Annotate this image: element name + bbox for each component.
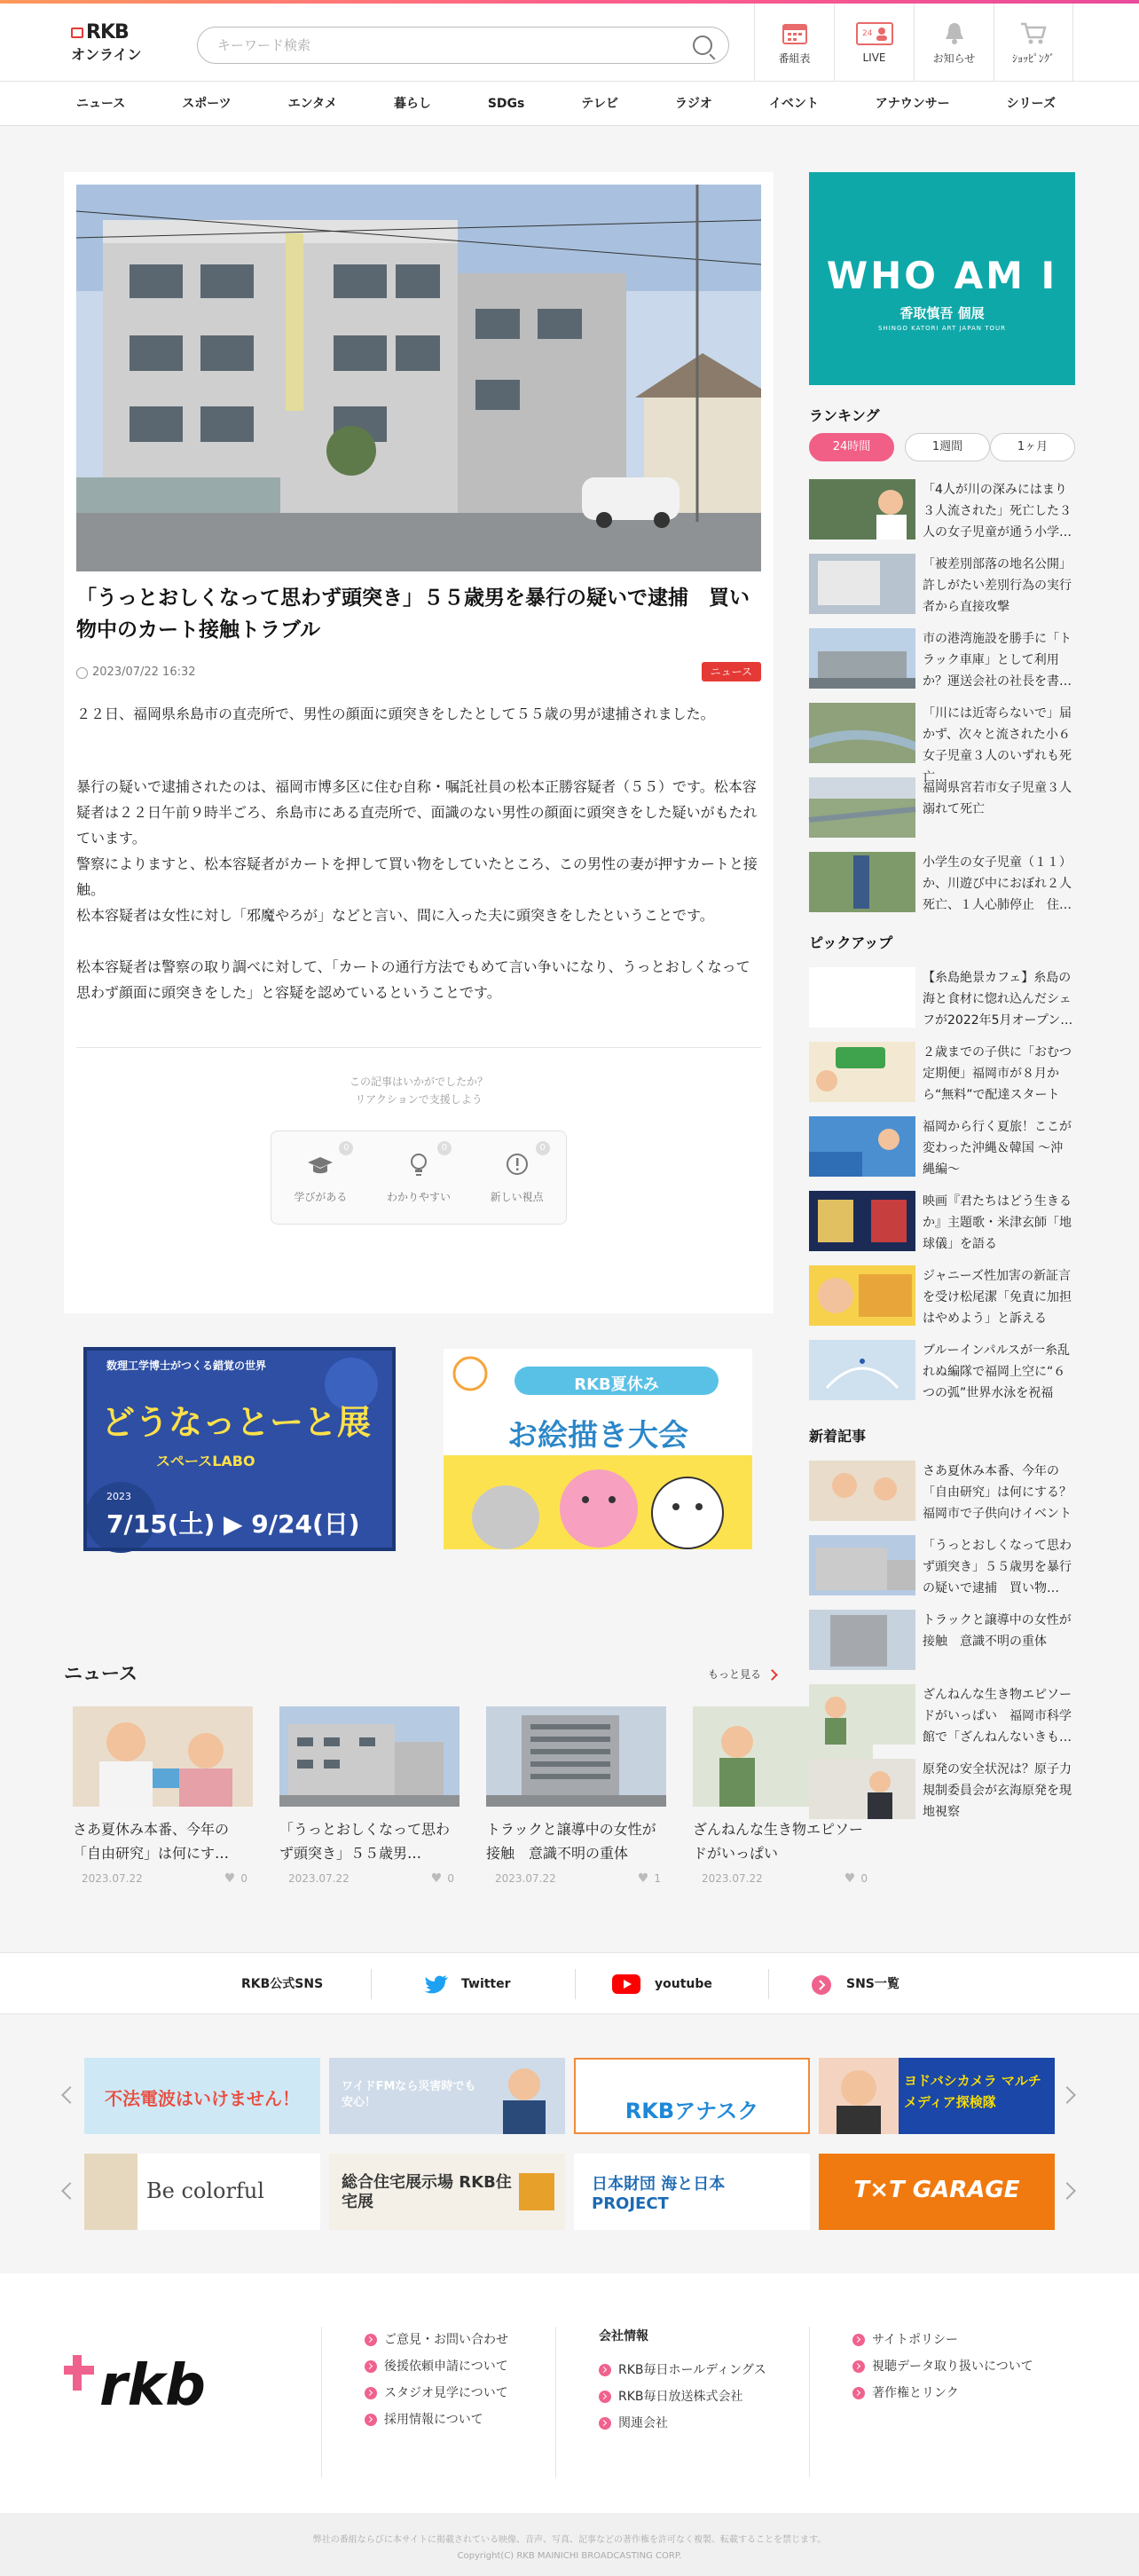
new-article-item[interactable] (809, 1684, 1075, 1752)
footer-col-company (555, 2327, 766, 2478)
youtube-label: youtube (655, 1977, 712, 1991)
ad-text: 日本財団 海と日本PROJECT (592, 2175, 726, 2213)
pickup-item-title: 映画『君たちはどう生きるか』主題歌・米津玄師「地球儀」を語る (923, 1194, 1072, 1251)
article-date: 2023/07/22 16:32 (76, 666, 196, 679)
new-article-item[interactable] (809, 1535, 1075, 1603)
new-article-title: トラックと譲導中の女性が接触 意識不明の重体 (923, 1613, 1072, 1649)
ranking-heading: ランキング (809, 407, 880, 424)
article-paragraph: ２２日、福岡県糸島市の直売所で、男性の顔面に頭突きをしたとして５５歳の男が逮捕されました。 (76, 705, 715, 722)
sns-separator (371, 1969, 372, 1999)
ranking-thumb (809, 703, 915, 763)
tv-icon (71, 28, 83, 38)
live-tv-icon (855, 21, 894, 46)
reaction-count: 0 (536, 1141, 550, 1155)
ranking-item[interactable] (809, 777, 1075, 845)
banner-title: WHO AM I (826, 254, 1058, 297)
live-label: LIVE (862, 51, 886, 64)
article-meta (76, 662, 761, 683)
reaction-question: この記事はいかがでしたか？ (349, 1075, 488, 1088)
ad-text: Be colorful (146, 2178, 264, 2203)
ad-text: 総合住宅展示場 RKB住宅展 (342, 2173, 512, 2211)
tab-24h[interactable]: 24時間 (809, 433, 894, 461)
site-header (0, 4, 1139, 82)
footer-col-support (321, 2327, 508, 2478)
copyright-notice: 弊社の番組ならびに本サイトに掲載されている映像、音声、写真、記事などの著作権を許可なく複製、転載することを禁じます。 (312, 2535, 827, 2545)
ranking-item-title: 小学生の女子児童（１１）か、川遊び中におぼれ２人死亡、１人心肺停止 住… (923, 855, 1072, 912)
nav-tv[interactable]: テレビ (581, 97, 619, 111)
twitter-link[interactable] (424, 1953, 511, 2015)
new-article-title: 原発の安全状況は？原子力規制委員会が玄海原発を現地視察 (923, 1762, 1072, 1819)
ranking-tabs (809, 433, 1075, 463)
footer-link[interactable]: 関連会社 (599, 2410, 766, 2437)
news-card-date: 2023.07.22 (702, 1872, 763, 1885)
article-paragraph: 松本容疑者は警察の取り調べに対して、「カートの通行方法でもめて言い争いになり、うっとおしくなって思わず顔面に頭突きをした」と容疑を認めているということです。 (76, 958, 750, 1001)
graduation-cap-icon (307, 1152, 334, 1178)
news-card-title: ざんねんな生き物エピソードがいっぱい (693, 1821, 864, 1862)
reaction-count: 0 (339, 1141, 353, 1155)
news-card-image (486, 1706, 666, 1807)
ad-text: RKBアナスク (624, 2099, 759, 2123)
ad-banner[interactable] (819, 2058, 1055, 2134)
copyright-text: Copyright(C) RKB MAINICHI BROADCASTING CORP. (457, 2551, 682, 2561)
footer-link[interactable]: ご意見・お問い合わせ (365, 2327, 508, 2353)
ranking-item[interactable] (809, 703, 1075, 784)
new-article-thumb (809, 1610, 915, 1670)
footer-link[interactable]: 採用情報について (365, 2407, 508, 2433)
ad-banner[interactable] (574, 2154, 810, 2230)
twitter-label: Twitter (461, 1977, 511, 1991)
article-paragraph: 松本容疑者は女性に対し「邪魔やろが」などと言い、間に入った夫に頭突きをしたということです。 (76, 907, 714, 924)
category-badge[interactable]: ニュース (702, 662, 761, 681)
rkb-online-logo[interactable] (71, 21, 151, 66)
footer-link[interactable]: スタジオ見学について (365, 2380, 508, 2407)
pickup-heading: ピックアップ (809, 934, 893, 951)
live-button[interactable] (834, 4, 914, 82)
news-card-carousel (73, 1706, 868, 1902)
news-card-date: 2023.07.22 (288, 1872, 350, 1885)
reaction-label: わかりやすい (386, 1190, 451, 1203)
new-article-title: さあ夏休み本番、今年の「自由研究」は何にする？福岡市で子供向けイベント (923, 1464, 1072, 1521)
new-article-title: 「うっとおしくなって思わず頭突き」５５歳男を暴行の疑いで逮捕 買い物… (923, 1539, 1072, 1595)
pickup-item[interactable] (809, 1265, 1075, 1333)
reaction-clear-button[interactable] (379, 1142, 459, 1204)
tab-1week[interactable]: 1週間 (905, 433, 990, 461)
news-card-image (279, 1706, 460, 1807)
sns-bar (0, 1952, 1139, 2014)
ranking-thumb (809, 777, 915, 838)
new-article-thumb (809, 1535, 915, 1595)
exhibition-tagline: 数理工学博士がつくる錯覚の世界 (106, 1359, 267, 1372)
copyright (0, 2513, 1139, 2576)
exhibition-title: どうなっとーと展 (101, 1403, 372, 1442)
reaction-label: 学びがある (294, 1190, 348, 1203)
reaction-new-view-button[interactable] (477, 1142, 557, 1204)
ad-banner[interactable] (329, 2058, 565, 2134)
reaction-count: 0 (437, 1141, 452, 1155)
pickup-thumb (809, 1042, 915, 1102)
svg-text:24: 24 (861, 29, 872, 38)
news-card-image (73, 1706, 253, 1807)
news-card-likes[interactable]: ♥ 0 (431, 1871, 454, 1886)
pickup-thumb (809, 1116, 915, 1177)
pickup-item[interactable] (809, 1042, 1075, 1109)
twitter-icon (424, 1974, 449, 1994)
footer-link[interactable]: RKB毎日放送株式会社 (599, 2383, 766, 2410)
reaction-box (271, 1130, 567, 1225)
pickup-item-title: 福岡から行く夏旅！ここが変わった沖縄＆韓国 〜沖縄編〜 (923, 1120, 1072, 1177)
ad-banner[interactable] (84, 2058, 320, 2134)
ranking-thumb (809, 479, 915, 540)
logo-subtext: オンライン (71, 46, 142, 63)
nav-sports[interactable]: スポーツ (182, 97, 232, 111)
ranking-item-title: 「4人が川の深みにはまり３人流された」死亡した３人の女子児童が通う小学… (923, 483, 1072, 540)
ads-next-arrow[interactable] (1058, 2086, 1076, 2104)
ad-row (84, 2154, 1055, 2230)
ranking-item-title: 市の港湾施設を勝手に「トラック車庫」として利用か？運送会社の社長を書… (923, 632, 1072, 689)
shopping-button[interactable] (994, 4, 1073, 82)
news-card[interactable] (73, 1706, 253, 1897)
article (64, 172, 774, 1313)
ranking-item[interactable] (809, 554, 1075, 621)
footer-heading: 会社情報 (599, 2329, 648, 2344)
ads-next-arrow[interactable] (1058, 2182, 1076, 2200)
ranking-item-title: 福岡県宮若市女子児童３人溺れて死亡 (923, 781, 1072, 816)
calendar-icon (782, 20, 808, 45)
article-title: 「うっとおしくなって思わず頭突き」５５歳男を暴行の疑いで逮捕 買い物中のカート接触トラブル (76, 587, 750, 642)
nav-event[interactable]: イベント (768, 97, 819, 111)
pickup-item[interactable] (809, 967, 1075, 1035)
news-more-link[interactable]: もっと見る (708, 1666, 776, 1682)
ad-banner[interactable] (574, 2058, 810, 2134)
exhibition-dates: 7/15(土) ▶ 9/24(日) (106, 1509, 360, 1539)
rkb-logo[interactable] (64, 2346, 224, 2426)
sns-label: RKB公式SNS (241, 1977, 324, 1991)
youtube-link[interactable] (612, 1953, 712, 2015)
pickup-thumb (809, 1265, 915, 1326)
footer-col-policy (809, 2327, 1033, 2478)
pickup-item-title: 【糸島絶景カフェ】糸島の海と食材に惚れ込んだシェフが2022年5月オープン… (923, 971, 1073, 1028)
new-article-thumb (809, 1684, 915, 1745)
youtube-icon (612, 1974, 640, 1994)
search-input[interactable] (217, 35, 679, 56)
nav-sdgs[interactable]: SDGs (487, 97, 525, 111)
pickup-thumb (809, 967, 915, 1028)
new-article-item[interactable] (809, 1759, 1075, 1826)
news-card-likes[interactable]: ♥ 1 (638, 1871, 661, 1886)
chevron-circle-icon (811, 1974, 832, 1996)
bell-icon (942, 20, 967, 45)
logo-text: RKB (86, 21, 129, 43)
article-photo (76, 185, 761, 571)
pickup-item[interactable] (809, 1116, 1075, 1184)
banner-caption: SHINGO KATORI ART JAPAN TOUR (878, 325, 1006, 332)
header-buttons (754, 4, 1073, 82)
news-card-likes[interactable]: ♥ 0 (844, 1871, 868, 1886)
ranking-item[interactable] (809, 852, 1075, 919)
news-card[interactable] (279, 1706, 460, 1897)
ads-prev-arrow[interactable] (61, 2182, 79, 2200)
speech-exclaim-icon (504, 1152, 530, 1178)
ranking-item[interactable] (809, 628, 1075, 696)
footer-link[interactable]: RKB毎日ホールディングス (599, 2357, 766, 2383)
news-card-date: 2023.07.22 (495, 1872, 556, 1885)
news-section-heading: ニュース (64, 1663, 137, 1684)
nav-announcer[interactable]: アナウンサー (875, 97, 950, 111)
nav-entertainment[interactable]: エンタメ (287, 97, 338, 111)
pickup-item-title: ２歳までの子供に「おむつ定期便」福岡市が８月から“無料”で配達スタート (923, 1045, 1072, 1102)
notice-button[interactable] (914, 4, 994, 82)
new-articles-heading: 新着記事 (809, 1428, 867, 1445)
ad-banner[interactable] (84, 2154, 320, 2230)
news-card-title: さあ夏休み本番、今年の「自由研究」は何にす… (73, 1821, 230, 1862)
shopping-label: ｼｮｯﾋﾟﾝｸﾞ (1011, 51, 1055, 65)
search-box (197, 27, 729, 64)
promo-banners (64, 1331, 774, 1562)
exhibition-venue: スペースLABO (156, 1453, 255, 1469)
pickup-item[interactable] (809, 1191, 1075, 1258)
drawing-contest-banner[interactable] (444, 1349, 752, 1549)
footer-link[interactable]: 視聴データ取り扱いについて (852, 2353, 1033, 2380)
program-guide-label: 番組表 (778, 51, 811, 65)
exhibition-year: 2023 (106, 1491, 131, 1502)
ranking-item-title: 「川には近寄らないで」届かず、次々と流された小６女子児童３人のいずれも死亡… (923, 706, 1072, 784)
svg-text:rkb: rkb (99, 2353, 206, 2419)
new-article-item[interactable] (809, 1461, 1075, 1528)
nav-news[interactable]: ニュース (76, 97, 126, 111)
news-card-date: 2023.07.22 (82, 1872, 143, 1885)
news-card-title: トラックと譲導中の女性が接触 意識不明の重体 (486, 1821, 656, 1862)
exhibition-banner[interactable] (85, 1349, 394, 1549)
ad-text: T×T GARAGE (853, 2177, 1020, 2203)
pickup-item-title: ジャニーズ性加害の新証言を受け松尾潔「免責に加担はやめよう」と訴える (923, 1269, 1072, 1326)
ad-text: 不法電波はいけません！ (105, 2088, 300, 2109)
ranking-thumb (809, 554, 915, 614)
ad-banner[interactable] (819, 2154, 1055, 2230)
ad-row (84, 2058, 1055, 2134)
footer-link[interactable]: サイトポリシー (852, 2327, 1033, 2353)
ranking-thumb (809, 852, 915, 912)
site-footer (0, 2273, 1139, 2513)
ranking-item[interactable] (809, 479, 1075, 547)
nav-series[interactable]: シリーズ (1006, 97, 1056, 111)
notice-label: お知らせ (932, 51, 976, 65)
ad-banner[interactable] (329, 2154, 565, 2230)
ranking-thumb (809, 628, 915, 689)
new-article-thumb (809, 1461, 915, 1521)
banner-subtitle: 香取慎吾 個展 (899, 305, 985, 321)
sns-list-link[interactable] (811, 1953, 899, 2015)
pickup-thumb (809, 1191, 915, 1251)
footer-link[interactable]: 著作権とリンク (852, 2380, 1033, 2407)
program-guide-button[interactable] (754, 4, 834, 82)
divider (76, 1047, 761, 1048)
new-article-title: ざんねんな生き物エピソードがいっぱい 福岡市科学館で「ざんねんないきも… (923, 1688, 1072, 1745)
main-nav (0, 82, 1139, 126)
cart-icon (1019, 20, 1048, 45)
nav-radio[interactable]: ラジオ (674, 97, 712, 111)
ad-text: ヨドバシカメラ マルチメディア探検隊 (904, 2073, 1041, 2110)
news-card-title: 「うっとおしくなって思わず頭突き」５５歳男… (279, 1821, 451, 1862)
who-am-i-banner[interactable] (809, 172, 1075, 385)
news-card-likes[interactable]: ♥ 0 (224, 1871, 247, 1886)
news-card[interactable] (486, 1706, 666, 1897)
sns-list-label: SNS一覧 (846, 1977, 899, 1991)
pickup-thumb (809, 1340, 915, 1400)
article-paragraph: 暴行の疑いで逮捕されたのは、福岡市博多区に住む自称・嘱託社員の松本正勝容疑者（５５）です。松本容疑者は２２日午前９時半ごろ、糸島市にある直売所で、面識のない男性の顔面に頭突きをした疑いがもたれています。 (76, 778, 758, 847)
contest-title: お絵描き大会 (507, 1418, 688, 1453)
tab-1month[interactable]: 1ヶ月 (990, 433, 1075, 461)
sns-separator (575, 1969, 576, 1999)
reaction-learn-button[interactable] (280, 1142, 360, 1204)
new-article-thumb (809, 1759, 915, 1819)
sns-separator (768, 1969, 769, 1999)
new-article-item[interactable] (809, 1610, 1075, 1677)
pickup-item-title: ブルーインパルスが一糸乱れぬ編隊で福岡上空に“６つの弧”世界水泳を祝福 (923, 1343, 1071, 1400)
contest-tagline: RKB夏休み (574, 1375, 659, 1394)
reaction-prompt: リアクションで支援しよう (355, 1093, 483, 1106)
article-paragraph: 警察によりますと、松本容疑者がカートを押して買い物をしていたところ、この男性の妻が押すカートと接触。 (76, 855, 758, 898)
ads-prev-arrow[interactable] (61, 2086, 79, 2104)
nav-life[interactable]: 暮らし (393, 97, 431, 111)
ranking-item-title: 「被差別部落の地名公開」許しがたい差別行為の実行者から直接攻撃 (923, 557, 1072, 614)
pickup-item[interactable] (809, 1340, 1075, 1407)
lightbulb-icon (405, 1152, 432, 1178)
reaction-label: 新しい視点 (490, 1190, 544, 1203)
search-icon[interactable] (693, 35, 712, 55)
ad-text: ワイドFMなら災害時でも安心！ (342, 2080, 476, 2109)
footer-link[interactable]: 後援依頼申請について (365, 2353, 508, 2380)
